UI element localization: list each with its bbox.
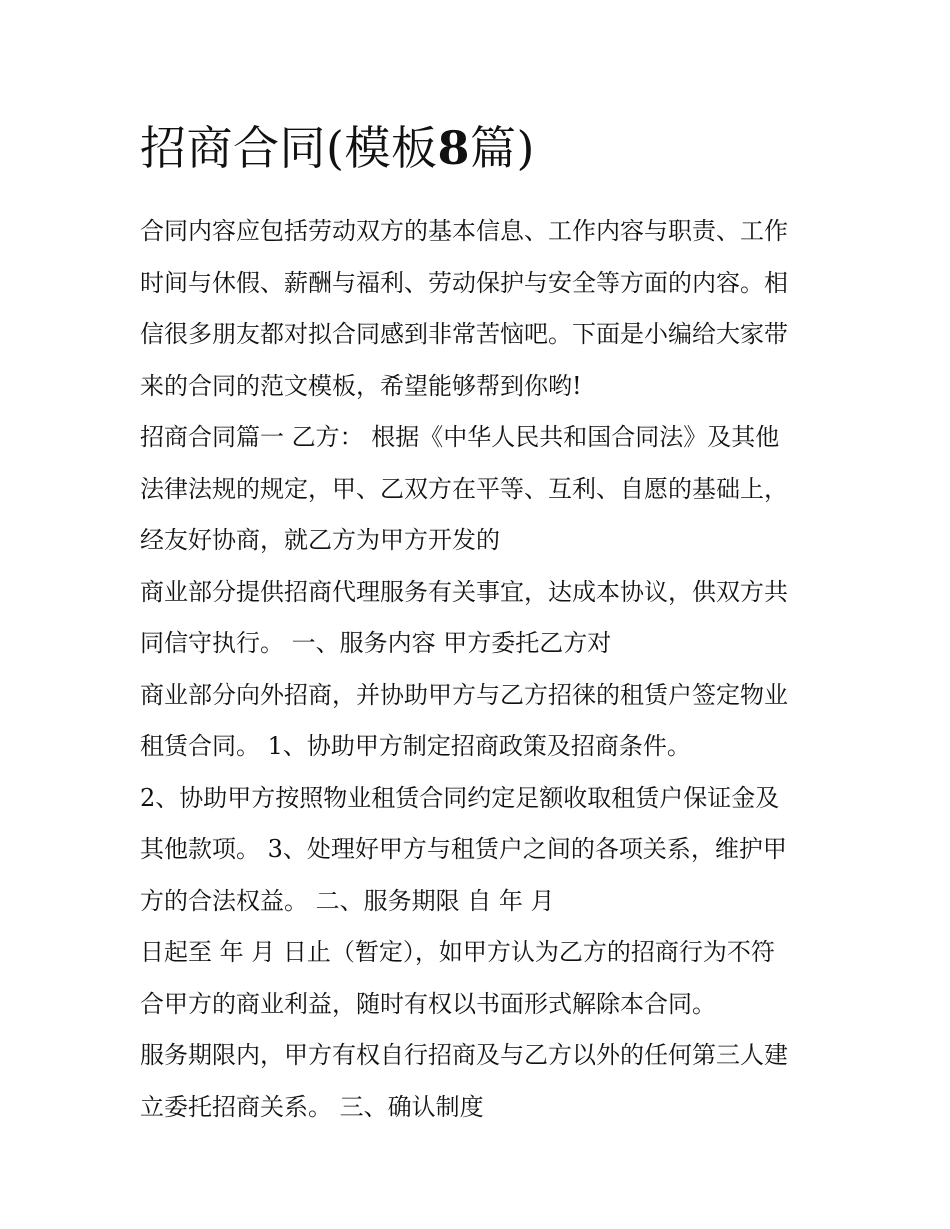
- paragraph-line: 日起至 年 月 日止（暂定），如甲方认为乙方的招商行为不符: [140, 938, 775, 966]
- title-prefix: 招商合同(模板: [140, 121, 438, 175]
- title-number: 8: [437, 121, 470, 175]
- paragraph-line: 经友好协商，就乙方为甲方开发的: [140, 526, 500, 554]
- contract-paragraph: [140, 670, 820, 773]
- contract-paragraph: [140, 567, 820, 670]
- document-body: [140, 112, 820, 1133]
- paragraph-line: 合甲方的商业利益，随时有权以书面形式解除本合同。: [140, 989, 716, 1018]
- paragraph-line: 合同内容应包括劳动双方的基本信息、工作内容与职责、工作: [140, 217, 788, 245]
- contract-paragraph: [140, 1030, 820, 1133]
- contract-paragraph: [140, 773, 820, 928]
- paragraph-line: 法律法规的规定，甲、乙双方在平等、互利、自愿的基础上，: [140, 474, 788, 503]
- title-suffix: 篇): [469, 121, 535, 175]
- paragraph-line: 服务期限内，甲方有权自行招商及与乙方以外的任何第三人建: [140, 1041, 788, 1069]
- paragraph-line: 方的合法权益。 二、服务期限 自 年 月: [140, 886, 555, 915]
- paragraph-line: 立委托招商关系。 三、确认制度: [140, 1092, 484, 1121]
- paragraph-line: 租赁合同。 1、协助甲方制定招商政策及招商条件。: [140, 732, 691, 760]
- paragraph-line: 信很多朋友都对拟合同感到非常苦恼吧。下面是小编给大家带: [140, 320, 788, 348]
- paragraph-line: 商业部分提供招商代理服务有关事宜，达成本协议，供双方共: [140, 577, 788, 606]
- paragraph-line: 来的合同的范文模板，希望能够帮到你哟!: [140, 371, 582, 400]
- document-title: [140, 112, 820, 184]
- paragraph-line: 同信守执行。 一、服务内容 甲方委托乙方对: [140, 629, 612, 657]
- paragraph-line: 招商合同篇一 乙方： 根据《中华人民共和国合同法》及其他: [140, 423, 780, 451]
- contract-paragraph: [140, 927, 820, 1030]
- paragraph-line: 商业部分向外招商，并协助甲方与乙方招徕的租赁户签定物业: [140, 680, 788, 709]
- paragraph-line: 2、协助甲方按照物业租赁合同约定足额收取租赁户保证金及: [140, 783, 780, 812]
- paragraph-line: 时间与休假、薪酬与福利、劳动保护与安全等方面的内容。相: [140, 268, 788, 297]
- paragraph-line: 其他款项。 3、处理好甲方与租赁户之间的各项关系，维护甲: [140, 835, 787, 863]
- contract-paragraph: [140, 412, 820, 567]
- intro-paragraph: [140, 206, 820, 412]
